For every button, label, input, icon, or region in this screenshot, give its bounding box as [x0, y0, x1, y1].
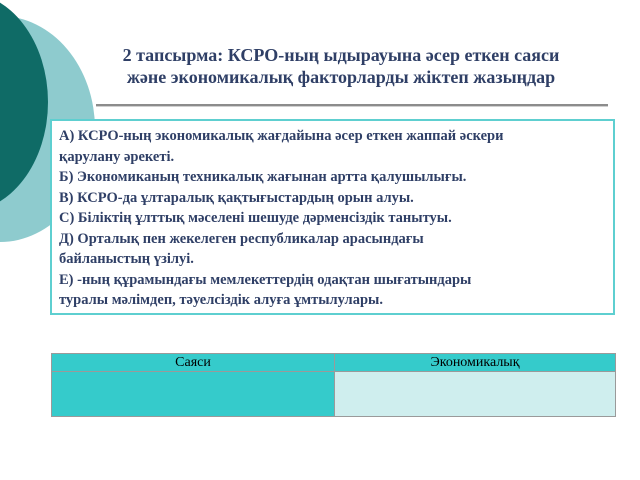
task-item-e-line-1: Е) -ның құрамындағы мемлекеттердің одақтан шығатындары — [59, 271, 472, 288]
task-item-d-line-1: Д) Орталық пен жекелеген республикалар арасындағы — [59, 230, 424, 247]
answer-table — [51, 353, 616, 417]
task-item-e-line-2: туралы мәлімдеп, тәуелсіздік алуға ұмтылулары. — [59, 292, 383, 308]
title-line-1: 2 тапсырма: КСРО-ның ыдырауына әсер еткен саяси — [122, 45, 560, 65]
task-item-d-line-2: байланыстың үзілуі. — [59, 251, 194, 267]
task-item-a-line-1: А) КСРО-ның экономикалық жағдайына әсер еткен жаппай әскери — [59, 128, 504, 144]
page-title — [58, 44, 624, 88]
task-item-b: Б) Экономиканың техникалық жағынан артта қалушылығы. — [59, 169, 467, 185]
task-item-s: С) Біліктің ұлттық мәселені шешуде дәрменсіздік танытуы. — [59, 210, 452, 226]
political-answer-cell[interactable] — [52, 372, 335, 417]
economic-answer-cell[interactable] — [335, 372, 616, 417]
header-economic: Экономикалық — [335, 354, 616, 372]
task-item-v: В) КСРО-да ұлтаралық қақтығыстардың орын алуы. — [59, 189, 414, 206]
title-divider — [96, 104, 608, 106]
task-text-box — [50, 119, 615, 315]
title-line-2: және экономикалық факторларды жіктеп жазыңдар — [126, 67, 556, 87]
table-header-row — [52, 354, 616, 372]
header-political: Саяси — [52, 354, 335, 372]
table-row — [52, 372, 616, 417]
task-item-a-line-2: қарулану әрекеті. — [59, 148, 175, 165]
